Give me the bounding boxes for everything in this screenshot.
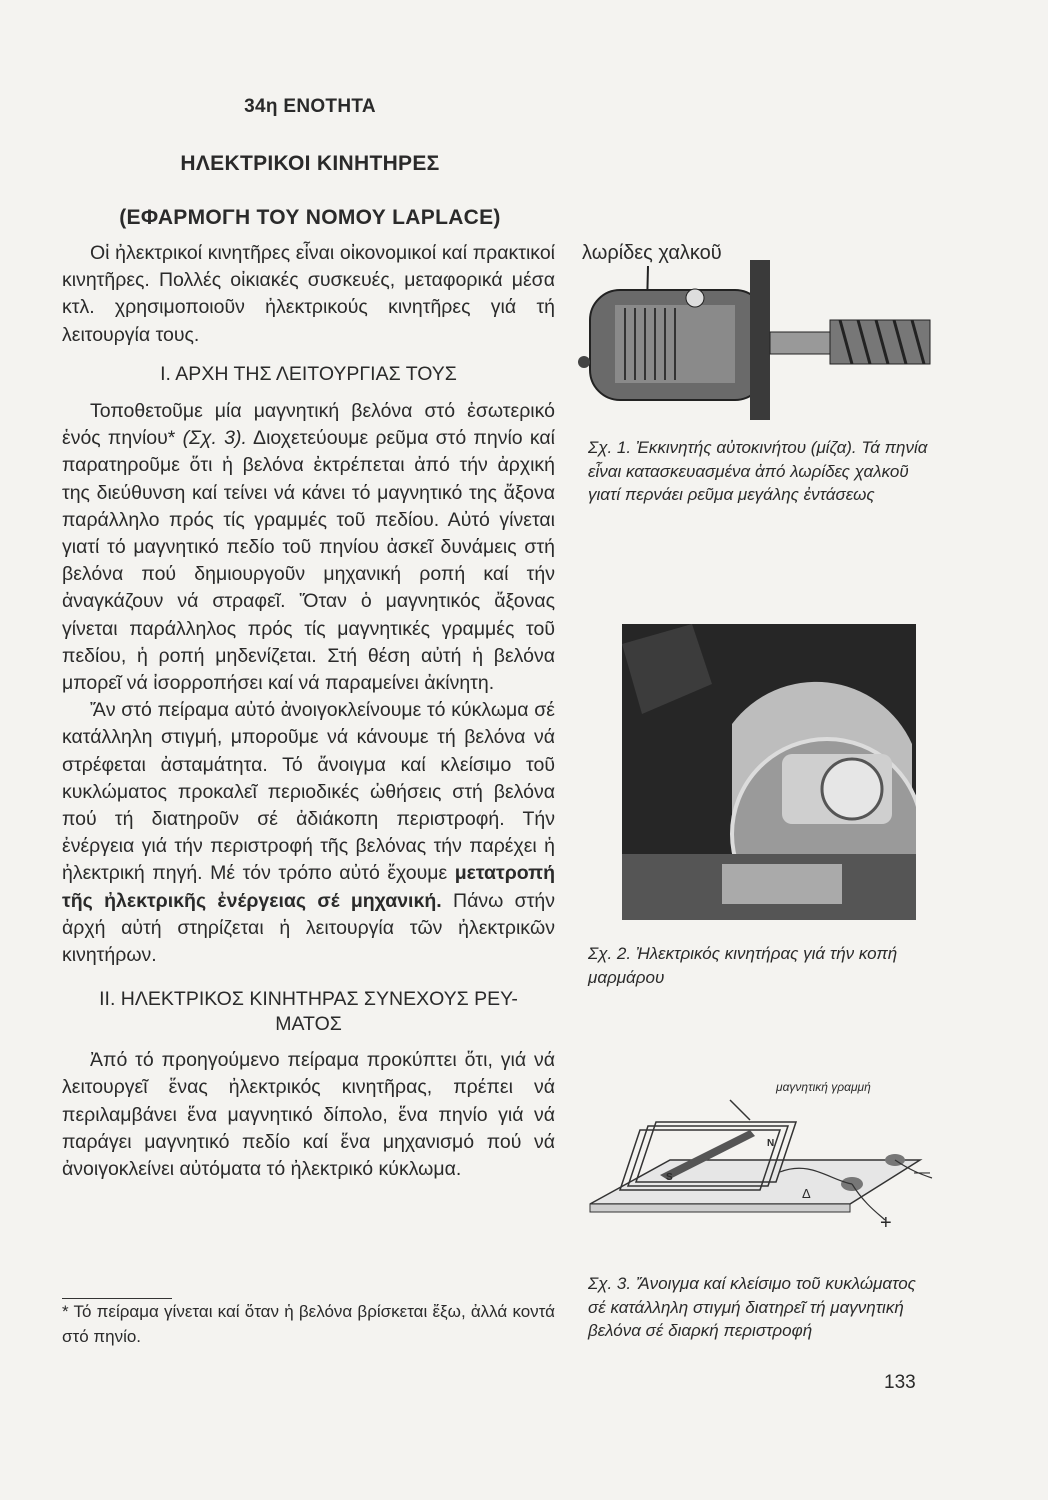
figure-3-delta-label: Δ [802, 1186, 811, 1201]
section-2-title [62, 987, 555, 1037]
s1p1-figure-ref: (Σχ. 3). [182, 427, 247, 450]
section-2-title-line2: ΜΑΤΟΣ [275, 1013, 342, 1036]
s1p2-bold-text: μετατροπή τῆς ἠλεκτρικῆς ἐνέργειας σέ μηχανική. [62, 862, 555, 912]
section-1-title: Ι. ΑΡΧΗ ΤΗΣ ΛΕΙΤΟΥΡΓΙΑΣ ΤΟΥΣ [160, 362, 457, 385]
footnote: * Τό πείραμα γίνεται καί ὅταν ἡ βελόνα βρίσκεται ἔξω, ἀλλά κοντά στό πηνίο. [62, 1302, 555, 1346]
s1p1-text-a: Τοποθετοῦμε μία μαγνητική βελόνα στό ἐσωτερικό ἑνός πηνίου* [62, 400, 555, 450]
s1p2-text-b: Πάνω στήν ἀρχή αὐτή στηρίζεται ἡ λειτουργία τῶν ἠλεκτρικῶν κινητήρων. [62, 889, 556, 967]
section-2-title-line1: ΙΙ. ΗΛΕΚΤΡΙΚΟΣ ΚΙΝΗΤΗΡΑΣ ΣΥΝΕΧΟΥΣ ΡΕΥ- [99, 988, 518, 1011]
page-number: 133 [884, 1372, 916, 1393]
figure-1-label: λωρίδες χαλκοῦ [582, 242, 722, 264]
section-2-paragraph-1: Ἀπό τό προηγούμενο πείραμα προκύπτει ὅτι, γιά νά λειτουργεῖ ἕνας ἠλεκτρικός κινητῆρας, πρέπει νά περιλαμβάνει ἕνα μαγνητικό δίπολο, ἕνα πηνίο γιά νά παράγει μαγνητικό πεδίο καί ἕνα μηχανισμό πού νά ἀνοιγοκλείνει αὐτόματα τό ἠλεκτρικό κύκλωμα. [62, 1049, 555, 1181]
figure-2-caption: Σχ. 2. Ἠλεκτρικός κινητήρας γιά τήν κοπή μαρμάρου [588, 944, 898, 987]
figure-3-south-label: S [666, 1172, 673, 1183]
figure-3-minus-terminal: — [914, 1164, 930, 1181]
section-1-paragraph-2 [62, 697, 555, 969]
figure-3-north-label: N [767, 1138, 775, 1149]
starter-motor-illustration [570, 240, 940, 430]
figure-3-coil-diagram [580, 1080, 940, 1240]
s1p2-text-a: Ἄν στό πείραμα αὐτό ἀνοιγοκλείνουμε τό κύκλωμα σέ κατάλληλη στιγμή, μποροῦμε νά κάνουμε τή βελόνα νά στρέφεται ἀσταμάτητα. Τό ἄνοιγμα καί κλείσιμο τοῦ κυκλώματος προκαλεῖ περιοδικές ὠθήσεις στή βελόνα πού τή διατηροῦν σέ ἀδιάκοπη περιστροφή. Τήν ἐνέργεια γιά τήν περιστροφή τῆς βελόνας τήν παρέχει ἡ ἠλεκτρική πηγή. Μέ τόν τρόπο αὐτό ἔχουμε [62, 699, 555, 885]
figure-3-caption: Σχ. 3. Ἄνοιγμα καί κλείσιμο τοῦ κυκλώματος σέ κατάλληλη στιγμή διατηρεῖ τή μαγνητική βελόνα σέ διαρκή περιστροφή [588, 1274, 916, 1340]
figure-3-label: μαγνητική γραμμή [776, 1080, 871, 1094]
figure-1-caption: Σχ. 1. Ἐκκινητής αὐτοκινήτου (μίζα). Τά πηνία εἶναι κατασκευασμένα ἀπό λωρίδες χαλκοῦ γιατί περνάει ρεῦμα μεγάλης ἐντάσεως [588, 438, 928, 504]
figure-3-plus-terminal: + [880, 1212, 892, 1234]
chapter-subtitle: (ΕΦΑΡΜΟΓΗ ΤΟΥ ΝΟΜΟΥ LAPLACE) [119, 206, 501, 229]
figure-1-starter-motor [570, 240, 940, 430]
figure-2-photo [622, 624, 916, 920]
main-column [62, 240, 555, 1183]
marble-cutting-motor-illustration [622, 624, 916, 920]
s1p1-text-b: Διοχετεύουμε ρεῦμα στό πηνίο καί παρατηροῦμε ὅτι ἡ βελόνα ἐκτρέπεται ἀπό τήν ἀρχική της διεύθυνση καί τείνει νά κάνει τό μαγνητικό της ἄξονα παράλληλο πρός τίς γραμμές τοῦ πεδίου. Αὐτό γίνεται γιατί τό μαγνητικό πεδίο τοῦ πηνίου ἀσκεῖ δυνάμεις στή βελόνα πού δημιουργοῦν μηχανική ροπή καί τήν ἀναγκάζουν νά στραφεῖ. Ὅταν ὁ μαγνητικός ἄξονας γίνεται παράλληλος πρός τίς μαγνητικές γραμμές τοῦ πεδίου, ἡ ροπή μηδενίζεται. Στή θέση αὐτή ἡ βελόνα μπορεῖ νά ἰσορροπήσει καί νά παραμείνει ἀκίνητη. [62, 427, 555, 695]
section-1-paragraph-1 [62, 398, 555, 697]
chapter-title: ΗΛΕΚΤΡΙΚΟΙ ΚΙΝΗΤΗΡΕΣ [180, 152, 440, 175]
intro-paragraph: Οἱ ἠλεκτρικοί κινητῆρες εἶναι οἰκονομικοί καί πρακτικοί κινητῆρες. Πολλές οἰκιακές συσκευές, μεταφορικά μέσα κτλ. χρησιμοποιοῦν ἠλεκτρικούς κινητῆρες γιά τή λειτουργία τους. [62, 242, 555, 346]
unit-heading: 34η ΕΝΟΤΗΤΑ [244, 96, 376, 117]
